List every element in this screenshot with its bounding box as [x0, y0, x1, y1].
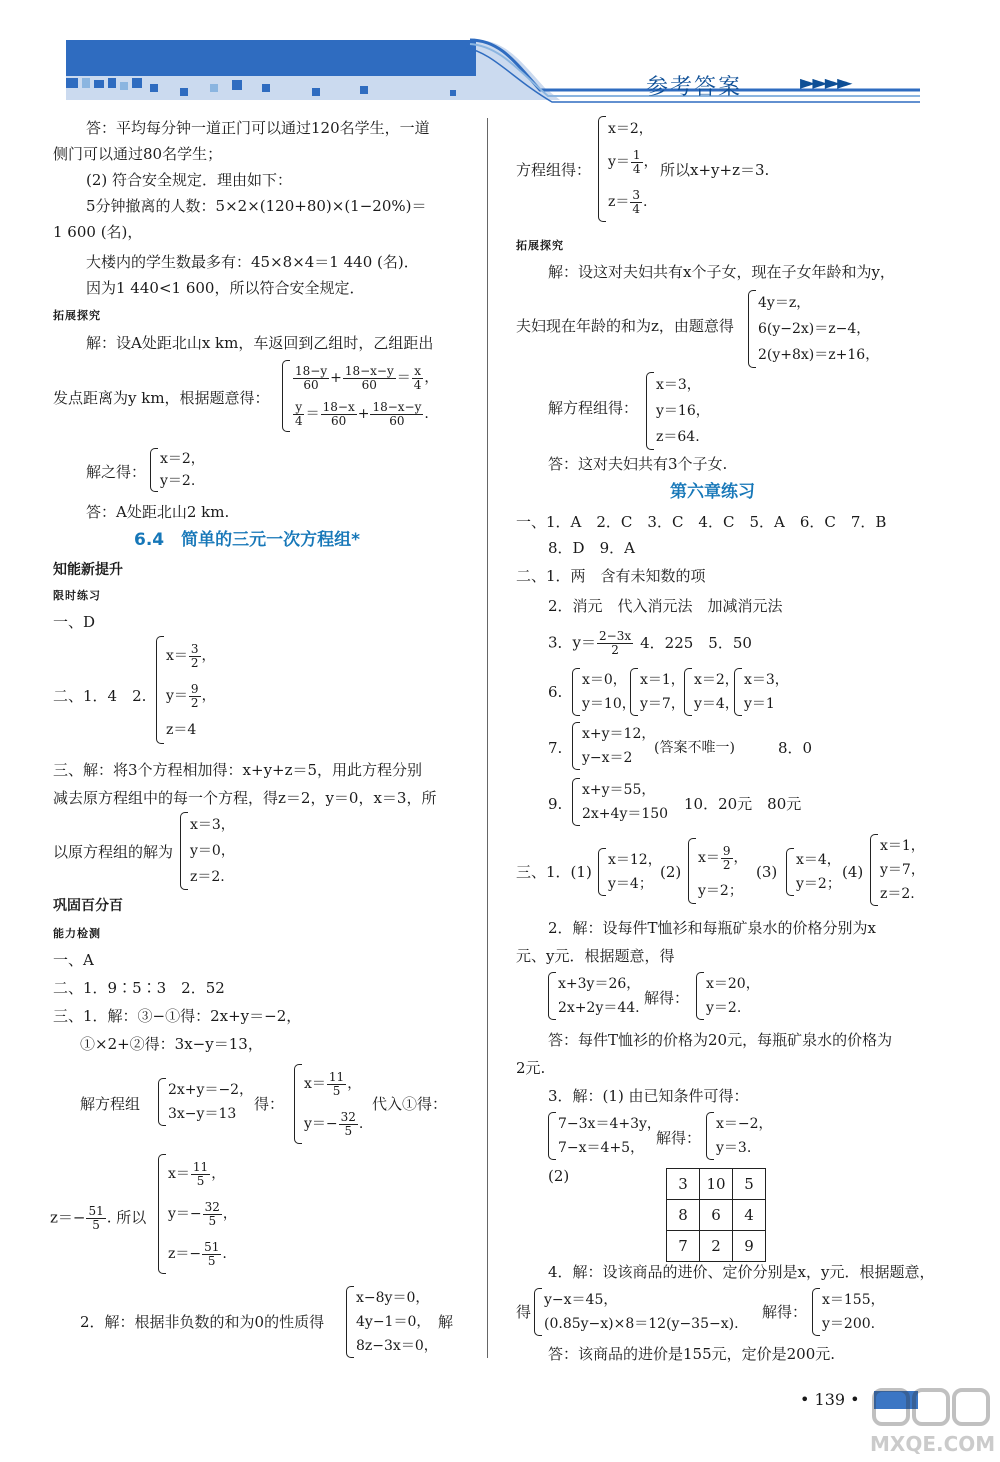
equation-system-c9: y−x＝45， (0.85y−x)×8＝12(y−35−x).: [534, 1288, 739, 1336]
header-arrows: ►►►►: [800, 70, 850, 94]
equation-system-a: $\frac{18-y}{60}$ + $\frac{18-x-y}{60}$ ＝ $\frac{x}{4}$ ， $\frac{y}{4}$ ＝ $\frac{18-x}{60}$ + $\frac{18-x-y}{60}$ .: [282, 360, 438, 432]
equation-system-k: x＝3， y＝16， z＝64.: [646, 372, 710, 450]
left-q2: 二、1．4 2.: [53, 687, 147, 705]
equation-system-c1: x＝12， y＝4；: [598, 848, 662, 896]
right-c7: (2): [548, 1167, 570, 1185]
right-c1: 三、1．(1): [516, 863, 592, 881]
equation-system-e: 2x+y＝−2， 3x−y＝13: [158, 1078, 253, 1126]
right-c1b: (2): [660, 863, 682, 881]
left-p6: z＝− $\frac{51}{5}$ . 所以: [50, 1204, 147, 1232]
equation-system-6b: x＝1， y＝7，: [630, 668, 685, 716]
right-a1b: 所以x+y+z＝3.: [660, 161, 770, 179]
equation-system-6d: x＝3， y＝1: [734, 668, 789, 716]
right-b7b: (答案不唯一): [654, 740, 735, 756]
left-p5c: 代入①得：: [372, 1095, 448, 1113]
right-c1c: (3): [756, 863, 778, 881]
right-a5: 答：这对夫妇共有3个子女.: [548, 455, 728, 473]
right-c9b: 解得：: [762, 1303, 808, 1321]
left-p5b: 得：: [254, 1095, 285, 1113]
left-line-11: 答：A处距北山2 km.: [86, 503, 230, 521]
left-q3b: 减去原方程组中的每一个方程，得z＝2，y＝0，x＝3，所: [53, 789, 437, 807]
right-b8b: 10．20元 80元: [684, 795, 802, 813]
equation-system-d: x＝3， y＝0， z＝2.: [180, 812, 235, 890]
watermark-logo: [870, 1384, 995, 1456]
right-c4: 答：每件T恤衫的价格为20元，每瓶矿泉水的价格为: [548, 1031, 893, 1049]
equation-system-c6: x＝20， y＝2.: [696, 972, 760, 1020]
chapter-title: 第六章练习: [670, 482, 755, 502]
equation-system-c10: x＝155， y＝200.: [812, 1288, 885, 1336]
left-q3c: 以原方程组的解为: [53, 843, 174, 861]
right-b7: 7.: [548, 739, 563, 757]
subheading-nengli: 能力检测: [53, 927, 101, 940]
equation-system-c4: x＝1， y＝7， z＝2.: [870, 834, 925, 906]
right-c9: 得: [516, 1303, 532, 1321]
left-line-3: (2) 符合安全规定．理由如下：: [86, 171, 293, 189]
left-line-5: 1 600 (名)，: [53, 223, 143, 241]
right-b7c: 8．0: [778, 739, 813, 757]
equation-system-c8: x＝−2， y＝3.: [706, 1112, 773, 1160]
subheading-gonggu: 巩固百分百: [53, 898, 123, 914]
left-p3: 三、1．解：③−①得：2x+y＝−2，: [53, 1007, 302, 1025]
left-line-6: 大楼内的学生数最多有：45×8×4＝1 440 (名)．: [86, 253, 419, 271]
header-decoration: [0, 0, 1000, 110]
subheading-zhineng: 知能新提升: [53, 562, 123, 578]
page-number: • 139 •: [800, 1390, 860, 1409]
equation-system-h: x−8y＝0， 4y−1＝0， 8z−3x＝0，: [346, 1286, 438, 1358]
left-p7b: 解: [438, 1313, 454, 1331]
section-title: 6.4 简单的三元一次方程组*: [134, 530, 361, 550]
equation-system-6c: x＝2， y＝4，: [684, 668, 739, 716]
equation-system-b: x＝2， y＝2.: [150, 448, 205, 492]
right-b4: 2．消元 代入消元法 加减消元法: [548, 597, 783, 615]
right-c8: 4．解：设该商品的进价、定价分别是x，y元．根据题意，: [548, 1263, 935, 1281]
right-c1d: (4): [842, 863, 864, 881]
right-subheading-tuozhan: 拓展探究: [516, 239, 564, 252]
left-p7: 2．解：根据非负数的和为0的性质得: [80, 1313, 325, 1331]
left-line-1: 答：平均每分钟一道正门可以通过120名学生，一道: [86, 119, 430, 137]
left-p4: ①×2+②得：3x−y＝13，: [80, 1035, 263, 1053]
right-b6: 6.: [548, 683, 563, 701]
right-b3: 二、1．两 含有未知数的项: [516, 567, 706, 585]
left-p5a: 解方程组: [80, 1095, 141, 1113]
watermark-text: MXQE.COM: [870, 1432, 996, 1456]
left-p2: 二、1．9∶5∶3 2．52: [53, 979, 225, 997]
right-b8: 9.: [548, 795, 563, 813]
right-c3b: 解得：: [644, 989, 690, 1007]
left-line-2: 侧门可以通过80名学生；: [53, 145, 223, 163]
equation-system-f: x＝ $\frac{11}{5}$ ， y＝− $\frac{32}{5}$ .: [294, 1064, 363, 1144]
right-c10: 答：该商品的进价是155元，定价是200元.: [548, 1345, 836, 1363]
left-line-10: 解之得：: [86, 463, 147, 481]
right-a3: 夫妇现在年龄的和为z，由题意得: [516, 317, 734, 335]
right-c5: 2元.: [516, 1059, 546, 1077]
left-line-7: 因为1 440<1 600，所以符合安全规定．: [86, 279, 365, 297]
equation-system-c5: x+3y＝26， 2x+2y＝44.: [548, 972, 640, 1020]
left-q1: 一、D: [53, 613, 96, 631]
left-p1: 一、A: [53, 951, 94, 969]
watermark-icon: [870, 1384, 995, 1436]
header-title: 参考答案: [646, 75, 743, 100]
equation-system-g: x＝ $\frac{11}{5}$ ， y＝− $\frac{32}{5}$ ， z＝− $\frac{51}{5}$ .: [158, 1154, 237, 1274]
equation-system-i: x＝2， y＝ $\frac{1}{4}$ ， z＝ $\frac{3}{4}$ .: [598, 116, 658, 222]
magic-square: 3 10 5 8 6 4 7 2 9: [666, 1168, 766, 1262]
right-c6: 3．解：(1) 由已知条件可得：: [548, 1087, 749, 1105]
right-a1: 方程组得：: [516, 161, 592, 179]
left-line-9: 发点距离为y km，根据题意得：: [53, 389, 270, 407]
equation-system-c2: x＝ $\frac{9}{2}$ ， y＝2；: [688, 838, 748, 904]
right-c3: 元、y元．根据题意，得: [516, 947, 675, 965]
right-b5: 3．y＝ $\frac{2-3x}{2}$ 4．225 5．50: [548, 629, 752, 657]
equation-system-c: x＝ $\frac{3}{2}$ ， y＝ $\frac{9}{2}$ ， z＝4: [156, 636, 216, 744]
left-line-8: 解：设A处距北山x km，车返回到乙组时，乙组距出: [86, 334, 434, 352]
column-divider: [487, 118, 488, 1358]
equation-system-c3: x＝4， y＝2；: [786, 848, 841, 896]
equation-system-c7: 7−3x＝4+3y， 7−x＝4+5，: [548, 1112, 661, 1160]
right-b1: 一、1．A 2．C 3．C 4．C 5．A 6．C 7．B: [516, 513, 887, 531]
right-b2: 8．D 9．A: [548, 539, 635, 557]
left-line-4: 5分钟撤离的人数：5×2×(120+80)×(1−20%)＝: [86, 197, 427, 215]
right-a2: 解：设这对夫妇共有x个子女，现在子女年龄和为y，: [548, 263, 895, 281]
equation-system-7: x+y＝12， y−x＝2: [572, 722, 655, 770]
subheading-tuozhan: 拓展探究: [53, 309, 101, 322]
right-c6b: 解得：: [656, 1129, 702, 1147]
equation-system-j: 4y＝z， 6(y−2x)＝z−4， 2(y+8x)＝z+16，: [748, 290, 879, 368]
header-banner: [0, 0, 1000, 110]
right-c2: 2．解：设每件T恤衫和每瓶矿泉水的价格分别为x: [548, 919, 877, 937]
equation-system-9: x+y＝55， 2x+4y＝150: [572, 778, 668, 826]
equation-system-6a: x＝0， y＝10，: [572, 668, 636, 716]
subheading-xianshi: 限时练习: [53, 589, 101, 602]
left-q3a: 三、解：将3个方程相加得：x+y+z＝5，用此方程分别: [53, 761, 423, 779]
right-a4: 解方程组得：: [548, 399, 639, 417]
